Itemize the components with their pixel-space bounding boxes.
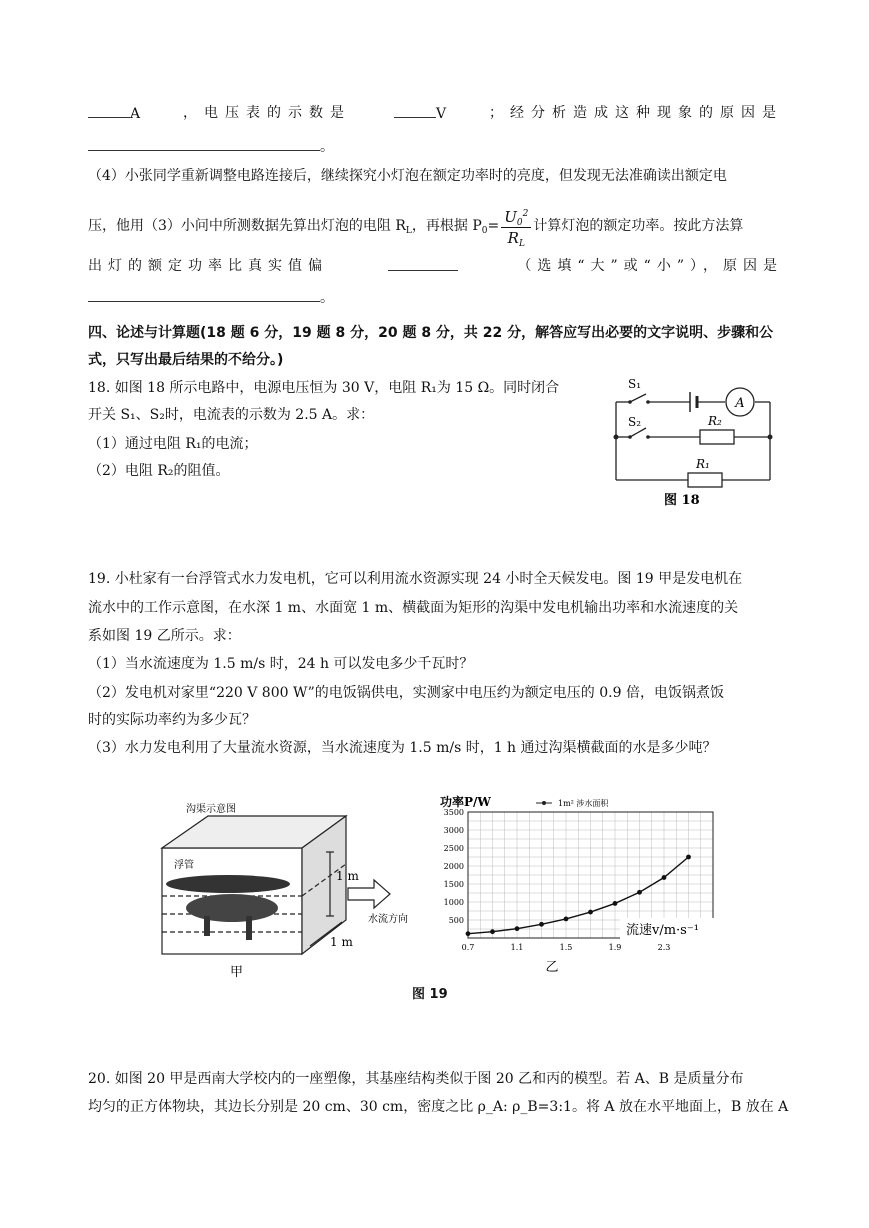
q4-reason-blank [88,287,320,302]
flow-label: 水流方向 [368,914,408,925]
voltage-blank [394,103,436,118]
q4-line3: 出灯的额定功率比真实值偏 （选填“大”或“小”），原因是 [88,258,783,274]
data-point-9 [686,855,691,860]
data-point-5 [588,910,593,915]
q4-line2: 压，他用（3）小问中所测数据先算出灯泡的电阻 $R_L$，再根据 $P_0=$ $\frac{U_0^2}{R_L}$ 计算灯泡的额定功率。按此方法算 [88,204,783,248]
channel-diagram [150,796,420,986]
r2-label: R₂ [708,414,722,428]
q18-sub1: （1）通过电阻 R₁的电流； [88,436,258,452]
fig18-caption: 图 18 [664,493,700,508]
float-tube [166,875,290,893]
y-tick-4: 2500 [443,844,464,853]
q19-sub1: （1）当水流速度为 1.5 m/s 时，24 h 可以发电多少千瓦时？ [88,656,474,672]
x-tick-2: 1.5 [559,943,573,952]
q4-line1: （4）小张同学重新调整电路连接后，继续探究小灯泡在额定功率时的亮度，但发现无法准确读出额定电 [88,168,727,184]
ammeter-label: A [735,396,745,411]
q20-line2: 均匀的正方体物块，其边长分别是 20 cm、30 cm，密度之比 ρ_A: ρ_B=3:1。将 A 放在水平地面上，B 放在 A [88,1099,789,1115]
q18-sub2: （2）电阻 R₂的阻值。 [88,463,230,479]
y-tick-2: 1500 [443,880,464,889]
chart-legend: 1m² 涉水面积 [558,799,609,808]
q19-sub2: （2）发电机对家里“220 V 800 W”的电饭锅供电，实测家中电压约为额定电压的 0.9 倍，电饭锅煮饭 [88,685,724,701]
x-tick-0: 0.7 [461,943,475,952]
data-point-6 [613,901,618,906]
float-label: 浮管 [174,860,194,871]
data-point-2 [515,926,520,931]
q19-sub3: （3）水力发电利用了大量流水资源，当水流速度为 1.5 m/s 时，1 h 通过沟渠横截面的水是多少吨？ [88,740,717,756]
q19-line2: 流水中的工作示意图，在水深 1 m、水面宽 1 m、横截面为矩形的沟渠中发电机输出功率和水流速度的关 [88,600,739,616]
q19-sub2b: 时的实际功率约为多少瓦？ [88,712,256,728]
q4-reason-line: 。 [88,287,783,308]
q20-line1: 20. 如图 20 甲是西南大学校内的一座塑像，其基座结构类似于图 20 乙和丙的模型。若 A、B 是质量分布 [88,1071,744,1087]
fig19-caption: 图 19 [412,987,448,1002]
x-tick-4: 2.3 [657,943,671,952]
chart-caption: 乙 [545,960,559,975]
x-tick-3: 1.9 [608,943,622,952]
power-speed-chart [428,790,728,986]
y-tick-1: 1000 [443,898,464,907]
generator-body [186,894,278,922]
data-point-1 [490,929,495,934]
width-label: 1 m [330,935,353,949]
data-point-0 [466,931,471,936]
q18-line2: 开关 S₁、S₂时，电流表的示数为 2.5 A。求： [88,407,375,423]
resistor-r2 [700,430,734,444]
y-tick-0: 500 [448,916,464,925]
data-point-4 [564,917,569,922]
data-point-3 [539,922,544,927]
data-point-7 [637,890,642,895]
y-tick-6: 3500 [443,808,464,817]
flow-arrow [348,880,390,908]
power-formula: $\frac{U_0^2}{R_L}$ [501,204,531,248]
switch-s1-label: S₁ [628,377,642,391]
section4-title-2: 式，只写出最后结果的不给分。) [88,352,284,368]
y-tick-5: 3000 [443,826,464,835]
y-tick-3: 2000 [443,862,464,871]
r1-label: R₁ [696,457,710,471]
circuit-figure-18 [600,372,800,512]
resistor-r1 [688,473,722,487]
q19-line3: 系如图 19 乙所示。求： [88,628,241,644]
reason-blank [88,136,320,151]
q3-reason-line: 。 [88,136,783,157]
fig19a-caption: 甲 [230,965,244,980]
data-point-8 [662,875,667,880]
switch-s2-label: S₂ [628,415,642,429]
bias-blank [388,256,458,271]
channel-title: 沟渠示意图 [186,804,236,815]
x-tick-1: 1.1 [510,943,524,952]
q18-line1: 18. 如图 18 所示电路中，电源电压恒为 30 V，电阻 R₁为 15 Ω。同时闭合 [88,380,560,396]
q19-line1: 19. 小杜家有一台浮管式水力发电机，它可以利用流水资源实现 24 小时全天候发电。图 19 甲是发电机在 [88,571,743,587]
chart-ylabel: 功率P/W [440,795,491,809]
chart-xlabel: 流速v/m·s⁻¹ [626,923,699,938]
q3-tail-line: A ，电压表的示数是 V ；经分析造成这种现象的原因是 [88,103,783,124]
section4-title-1: 四、论述与计算题(18 题 6 分，19 题 8 分，20 题 8 分，共 22 分，解答应写出必要的文字说明、步骤和公 [88,325,774,341]
current-blank [88,103,130,118]
depth-label: 1 m [336,869,359,883]
